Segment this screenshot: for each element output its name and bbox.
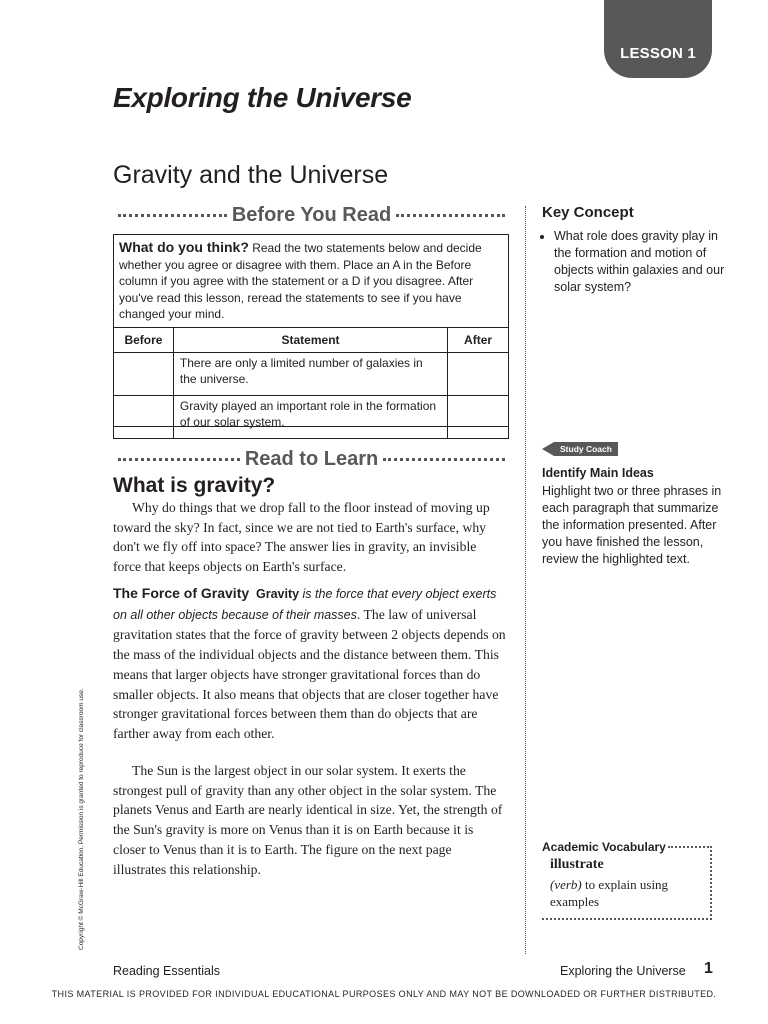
think-prompt [114, 235, 508, 323]
gravity-term: Gravity [256, 587, 300, 601]
column-divider [525, 206, 526, 954]
divider-dots-left [118, 458, 240, 461]
lesson-subtitle: Gravity and the Universe [113, 161, 389, 189]
after-answer-cell[interactable] [448, 353, 509, 396]
think-prompt-lead: What do you think? [119, 239, 249, 255]
copyright-notice: Copyright © McGraw-Hill Education. Permission is granted to reproduce for classroom use. [78, 688, 85, 950]
table-header-row [114, 328, 509, 353]
lesson-label: LESSON 1 [620, 45, 696, 62]
study-coach-label [542, 442, 618, 456]
page-number: 1 [704, 960, 713, 977]
key-concept-list [540, 228, 734, 296]
table-row [114, 396, 509, 439]
page-title: Exploring the Universe [113, 82, 412, 113]
key-concept-title: Key Concept [542, 204, 634, 221]
column-header-statement: Statement [173, 328, 447, 353]
before-answer-cell[interactable] [114, 353, 174, 396]
read-to-learn-divider [113, 446, 510, 472]
think-prompt-text: Read the two statements below and decide whether you agree or disagree with them. Place an A in the Before column if you agree with the statement or a D if you disagree. After you've read this lesson, reread the statements to see if you have changed your mind. [119, 241, 482, 321]
after-answer-cell[interactable] [448, 396, 509, 439]
paragraph-intro: Why do things that we drop fall to the floor instead of moving up toward the sky? In fact, since we are not tied to Earth's surface, why don't we fly off into space? The answer lies in gravity, an invisible force that keeps objects on Earth's surface. [113, 500, 490, 575]
distribution-disclaimer: THIS MATERIAL IS PROVIDED FOR INDIVIDUAL EDUCATIONAL PURPOSES ONLY AND MAY NOT BE DOWNLOADED OR FURTHER DISTRIBUTED. [51, 989, 717, 999]
study-coach-body: Highlight two or three phrases in each paragraph that summarize the information presented. After you have finished the lesson, review the highlighted text. [542, 484, 722, 566]
section-title: What is gravity? [113, 474, 276, 497]
divider-dots-right [383, 458, 505, 461]
paragraph-sun: The Sun is the largest object in our solar system. It exerts the strongest pull of gravity than any other object in the solar system. The planets Venus and Earth are nearly identical in size. Yet, the strength of the Sun's gravity is more on Venus than it is on Earth because it is closer to Venus than it is to Earth. The figure on the next page illustrates this relationship. [113, 763, 503, 877]
study-coach-text: Study Coach [554, 442, 618, 456]
footer-chapter: Exploring the Universe [560, 964, 686, 978]
column-header-after: After [448, 328, 509, 353]
divider-dots-left [118, 214, 227, 217]
study-coach-heading: Identify Main Ideas [542, 466, 654, 480]
anticipation-table [113, 327, 509, 439]
key-concept-item: • What role does gravity play in the formation and motion of objects within galaxies and our solar system? [554, 228, 734, 296]
vocabulary-definition [550, 876, 700, 910]
vocabulary-word: illustrate [550, 857, 604, 872]
study-coach-arrow-icon [542, 442, 554, 456]
statement-cell: Gravity played an important role in the formation of our solar system. [173, 396, 447, 439]
table-row [114, 353, 509, 396]
force-of-gravity-heading: The Force of Gravity [113, 585, 250, 601]
before-you-read-heading: Before You Read [231, 203, 392, 226]
definition-text: to explain using examples [550, 877, 669, 909]
gravity-definition: is the force that every object exerts on all other objects because of their masses [113, 587, 497, 622]
part-of-speech: (verb) [550, 877, 582, 892]
read-to-learn-heading: Read to Learn [244, 447, 379, 470]
what-do-you-think-box [113, 234, 509, 427]
before-you-read-divider [113, 202, 510, 228]
statement-cell: There are only a limited number of galaxies in the universe. [173, 353, 447, 396]
divider-dots-right [396, 214, 505, 217]
vocab-box-dots [668, 846, 712, 848]
before-answer-cell[interactable] [114, 396, 174, 439]
academic-vocabulary-heading: Academic Vocabulary [542, 840, 666, 854]
column-header-before: Before [114, 328, 174, 353]
footer-publication: Reading Essentials [113, 964, 221, 978]
lesson-tab [604, 0, 712, 78]
paragraph-force-of-gravity [113, 584, 507, 744]
paragraph-text: . The law of universal gravitation states that the force of gravity between 2 objects depends on the mass of the individual objects and the distance between them. This means that larger objects have stronger gravitational forces than do smaller objects. It also means that objects that are closer together have stronger gravitational forces between them than do objects that are farther away from each other. [113, 606, 506, 741]
